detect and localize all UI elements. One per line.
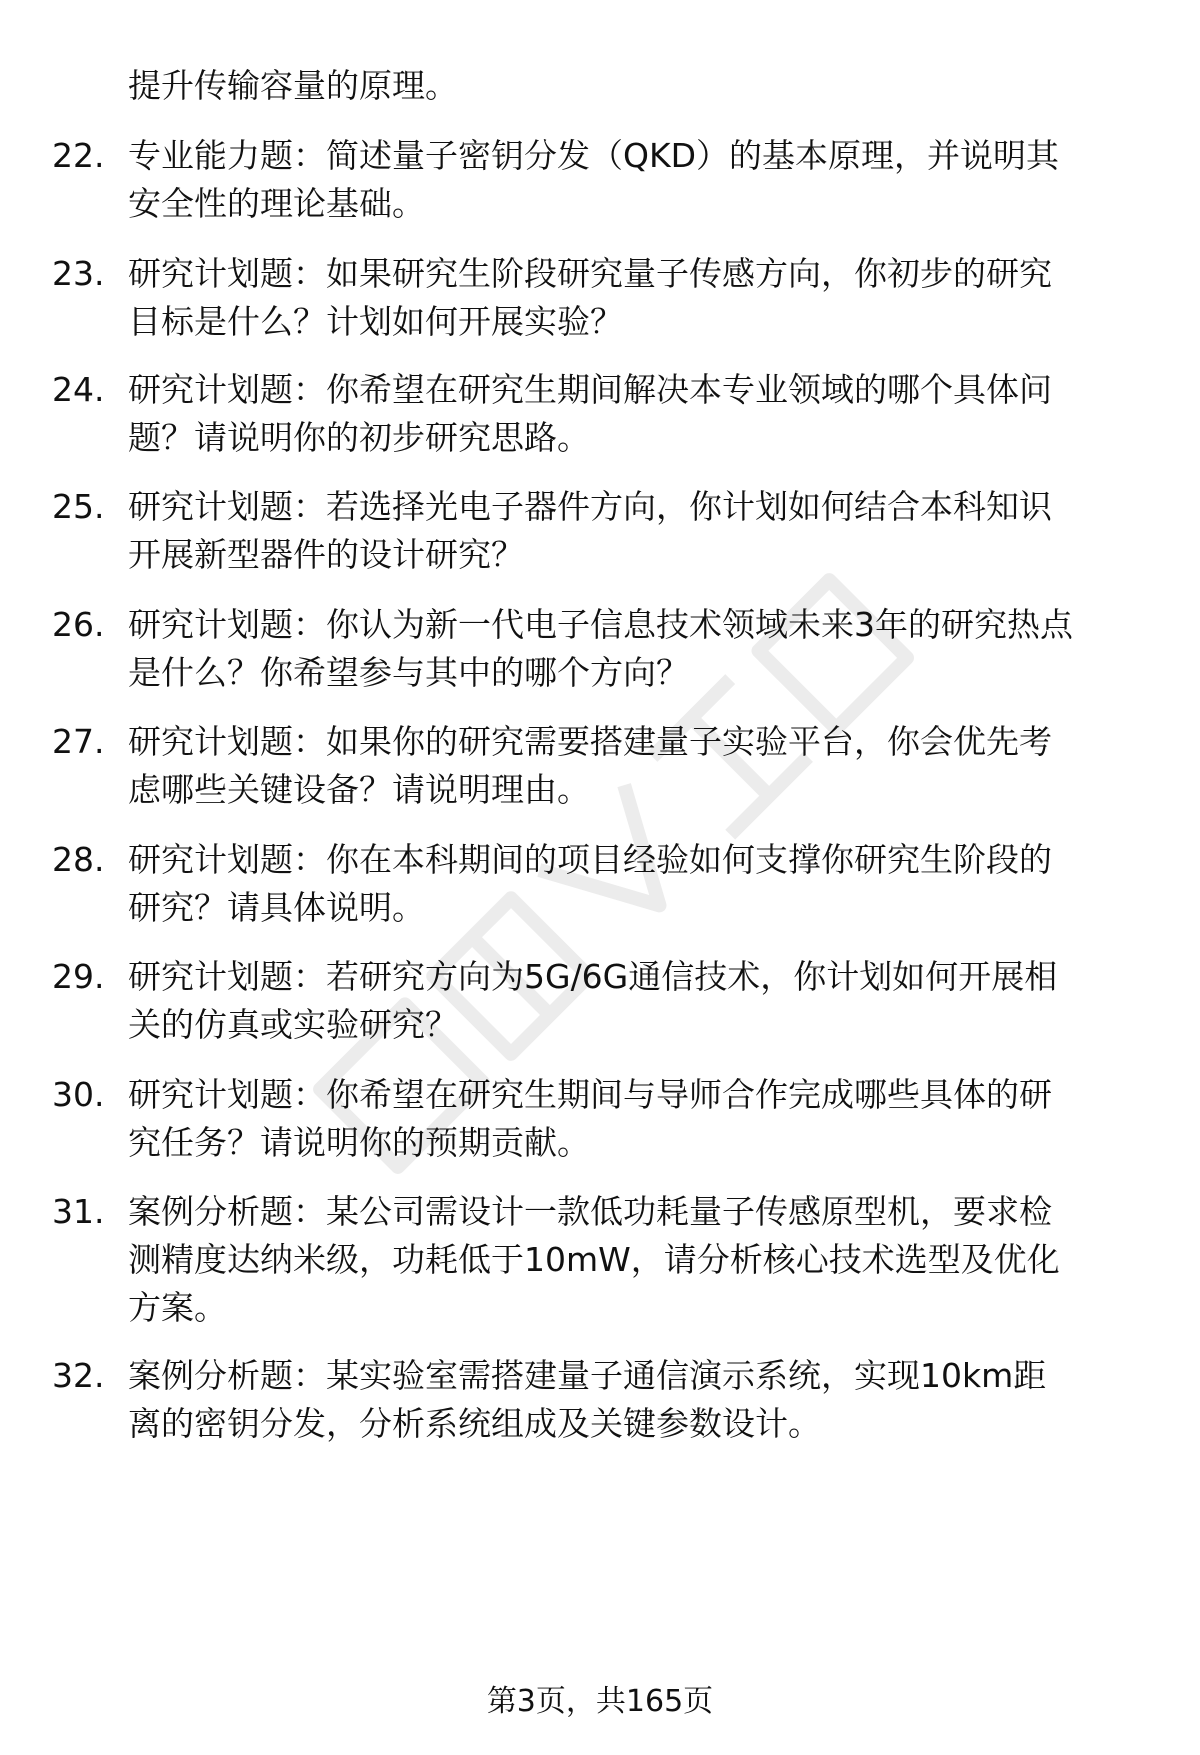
item-text: 案例分析题：某公司需设计一款低功耗量子传感原型机，要求检 测精度达纳米级，功耗低于10mW，请分析核心技术选型及优化 方案。	[128, 1192, 1060, 1327]
item-number: 30.	[52, 1075, 105, 1114]
item-number: 27.	[52, 722, 105, 761]
item-text: 研究计划题：如果研究生阶段研究量子传感方向，你初步的研究 目标是什么？计划如何开展实验？	[128, 254, 1052, 341]
item-number: 29.	[52, 957, 105, 996]
item-text: 案例分析题：某实验室需搭建量子通信演示系统，实现10km距 离的密钥分发，分析系统组成及关键参数设计。	[128, 1356, 1047, 1443]
item-number: 26.	[52, 605, 105, 644]
page-footer: 第3页，共165页	[486, 1684, 714, 1719]
item-text: 研究计划题：若选择光电子器件方向，你计划如何结合本科知识 开展新型器件的设计研究？	[128, 487, 1052, 574]
continuation-text: 提升传输容量的原理。	[128, 66, 458, 105]
item-number: 22.	[52, 136, 105, 175]
item-number: 28.	[52, 840, 105, 879]
item-text: 专业能力题：简述量子密钥分发（QKD）的基本原理，并说明其 安全性的理论基础。	[128, 136, 1060, 223]
item-text: 研究计划题：你希望在研究生期间与导师合作完成哪些具体的研 究任务？请说明你的预期贡献。	[128, 1075, 1052, 1162]
item-text: 研究计划题：你认为新一代电子信息技术领域未来3年的研究热点 是什么？你希望参与其中的哪个方向？	[128, 605, 1073, 692]
item-number: 23.	[52, 254, 105, 293]
item-text: 研究计划题：你在本科期间的项目经验如何支撑你研究生阶段的 研究？请具体说明。	[128, 840, 1052, 927]
item-text: 研究计划题：你希望在研究生期间解决本专业领域的哪个具体问 题？请说明你的初步研究思路。	[128, 370, 1052, 457]
item-number: 24.	[52, 370, 105, 409]
item-number: 31.	[52, 1192, 105, 1231]
item-text: 研究计划题：若研究方向为5G/6G通信技术，你计划如何开展相 关的仿真或实验研究？	[128, 957, 1058, 1044]
item-number: 25.	[52, 487, 105, 526]
item-number: 32.	[52, 1356, 105, 1395]
item-text: 研究计划题：如果你的研究需要搭建量子实验平台，你会优先考 虑哪些关键设备？请说明理由。	[128, 722, 1052, 809]
